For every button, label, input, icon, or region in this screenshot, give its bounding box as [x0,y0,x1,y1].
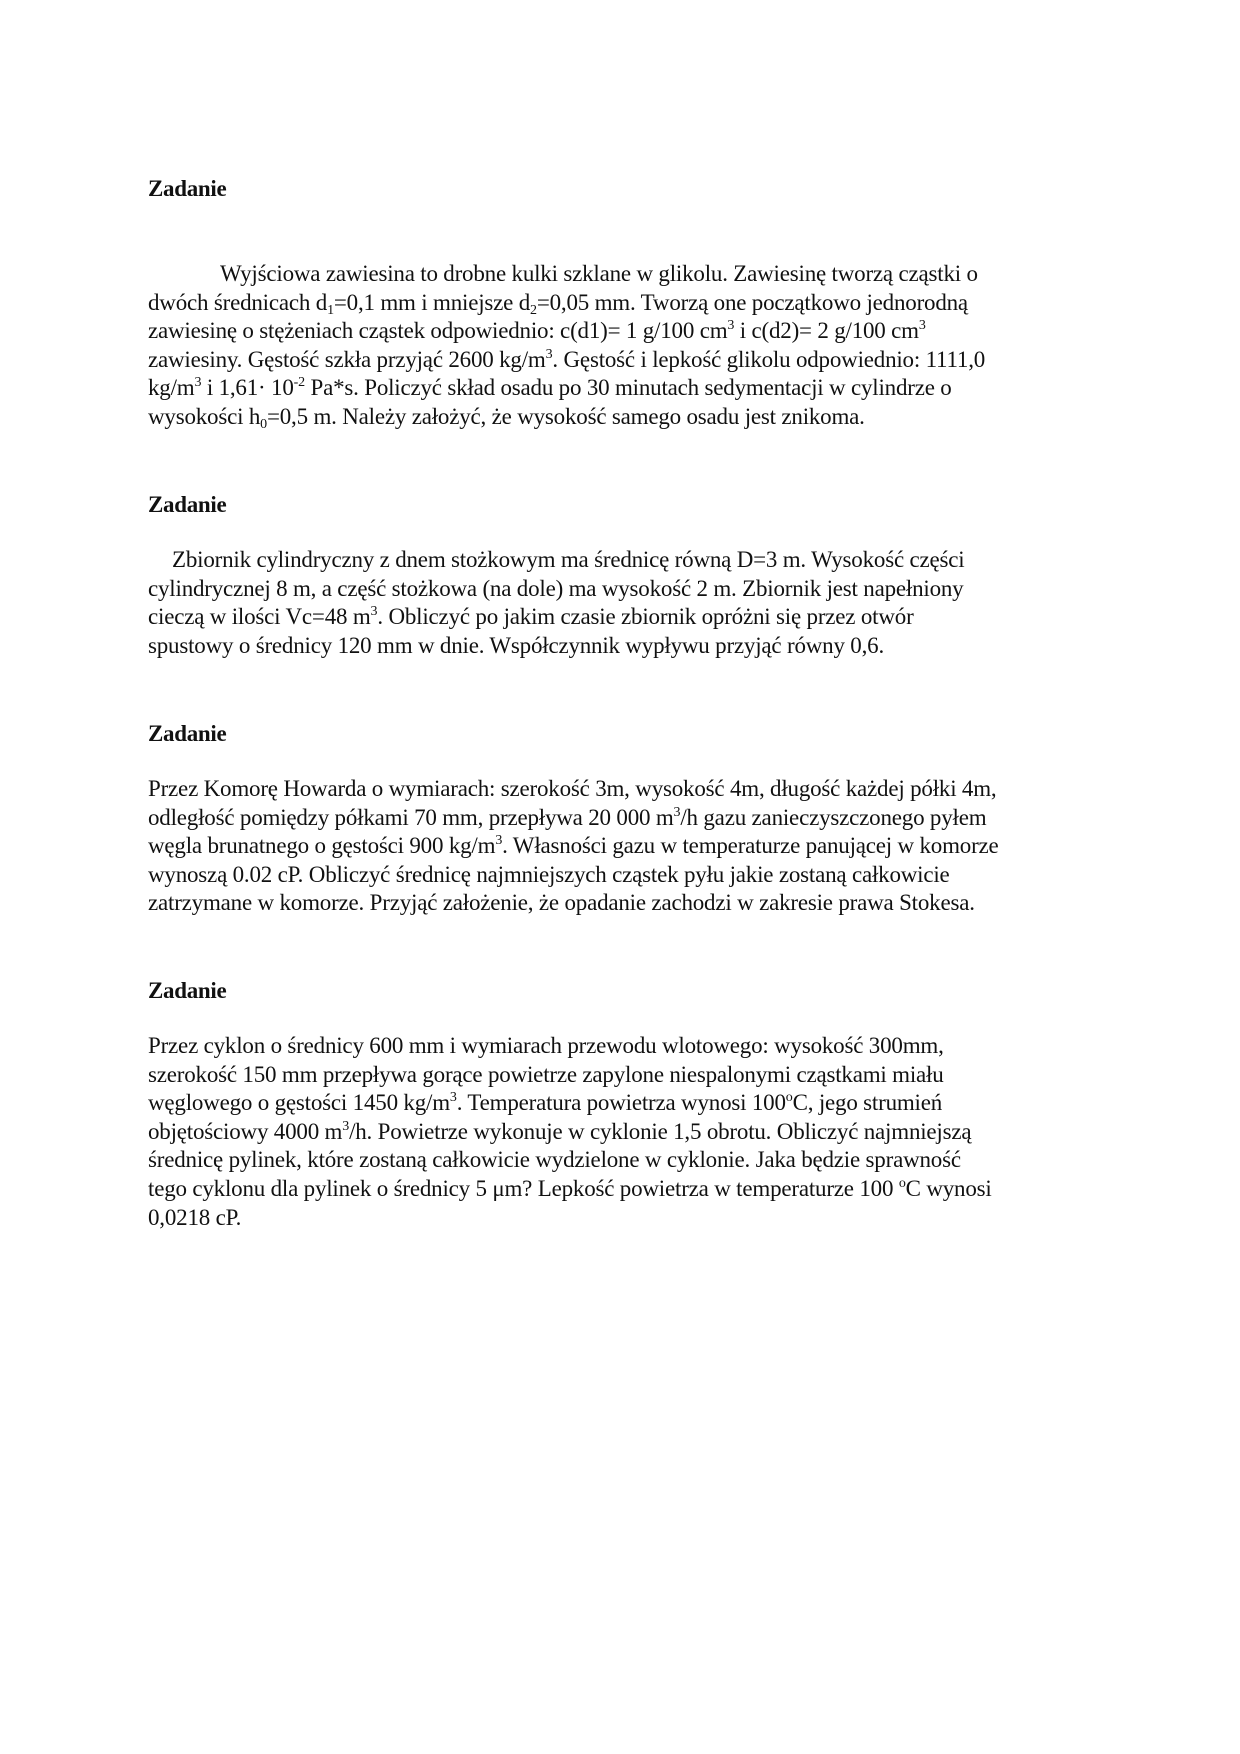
superscript: 3 [495,833,503,849]
section-4-heading: Zadanie [148,978,227,1003]
superscript: 3 [449,1090,457,1106]
superscript: -2 [293,375,305,391]
superscript: 3 [370,604,378,620]
text-line: Przez Komorę Howarda o wymiarach: szerokość 3m, wysokość 4m, długość każdej półki 4m, [148,776,997,801]
section-2-body [148,546,1108,660]
text-line: spustowy o średnicy 120 mm w dnie. Współczynnik wypływu przyjąć równy 0,6. [148,632,885,658]
superscript: 3 [918,318,926,334]
text-line: $kg/m^3$ i $1,61\cdot 10^{-2}$ Pa*s. Policzyć skład osadu po 30 minutach sedymentacji w cylindrze o [148,375,952,401]
section-3-heading: Zadanie [148,721,227,746]
superscript: 3 [673,804,681,820]
text-line: szerokość 150 mm przepływa gorące powietrze zapylone niespalonymi cząstkami miału [148,1061,944,1087]
section-4-body [148,1032,1108,1232]
text-line: Zbiornik cylindryczny z dnem stożkowym ma średnicę równą D=3 m. Wysokość części [172,547,965,572]
subscript: 0 [260,416,267,432]
text-line: węgla brunatnego o gęstości 900 $kg/m^3$. Własności gazu w temperaturze panującej w komorze [148,833,999,859]
section-3-body [148,775,1108,918]
text-line: węglowego o gęstości 1450 $kg/m^3$. Temperatura powietrza wynosi 100$^o$C, jego strumień [148,1090,943,1116]
text-line: Wyjściowa zawiesina to drobne kulki szklane w glikolu. Zawiesinę tworzą cząstki o [220,261,978,286]
section-1-heading: Zadanie [148,176,227,201]
text-line: tego cyklonu dla pylinek o średnicy 5 μm? Lepkość powietrza w temperaturze 100 $^o$C wynosi [148,1175,992,1201]
text-line: średnicę pylinek, które zostaną całkowicie wydzielone w cyklonie. Jaka będzie sprawność [148,1147,961,1173]
text-line: cylindrycznej 8 m, a część stożkowa (na dole) ma wysokość 2 m. Zbiornik jest napełniony [148,575,964,601]
section-1-body [148,260,1108,432]
superscript: 3 [545,346,553,362]
text-line: 0,0218 cP. [148,1204,242,1230]
text-line: objętościowy 4000 $m^3/h$. Powietrze wykonuje w cyklonie 1,5 obrotu. Obliczyć najmniejszą [148,1118,972,1144]
text-line: cieczą w ilości Vc=48 $m^3$. Obliczyć po jakim czasie zbiornik opróżni się przez otwór [148,604,914,630]
text-line: dwóch średnicach $d_1=0,1$ mm i mniejsze $d_2=0,05$ mm. Tworzą one początkowo jednorodną [148,289,968,318]
text-line: wysokości $h_0=0,5$ m. Należy założyć, że wysokość samego osadu jest znikoma. [148,403,865,432]
superscript: 3 [727,318,735,334]
section-2-heading: Zadanie [148,492,227,517]
subscript: 2 [530,302,537,318]
text-line: zawiesinę o stężeniach cząstek odpowiednio: c(d1)= 1 g/100 $cm^3$ i c(d2)= 2 g/100 $cm^3$ [148,318,926,344]
subscript: 1 [327,302,334,318]
text-line: zatrzymane w komorze. Przyjąć założenie, że opadanie zachodzi w zakresie prawa Stokesa. [148,890,975,916]
text-line: odległość pomiędzy półkami 70 mm, przepływa 20 000 $m^3/h$ gazu zanieczyszczonego pyłem [148,804,987,830]
text-line: zawiesiny. Gęstość szkła przyjąć 2600 $kg/m^3$. Gęstość i lepkość glikolu odpowiednio: 1111,0 [148,346,986,372]
superscript: o [898,1175,906,1191]
text-line: wynoszą 0.02 cP. Obliczyć średnicę najmniejszych cząstek pyłu jakie zostaną całkowicie [148,861,950,887]
superscript: o [785,1090,793,1106]
superscript: 3 [194,375,202,391]
superscript: 3 [342,1118,350,1134]
text-line: Przez cyklon o średnicy 600 mm i wymiarach przewodu wlotowego: wysokość 300mm, [148,1033,944,1058]
